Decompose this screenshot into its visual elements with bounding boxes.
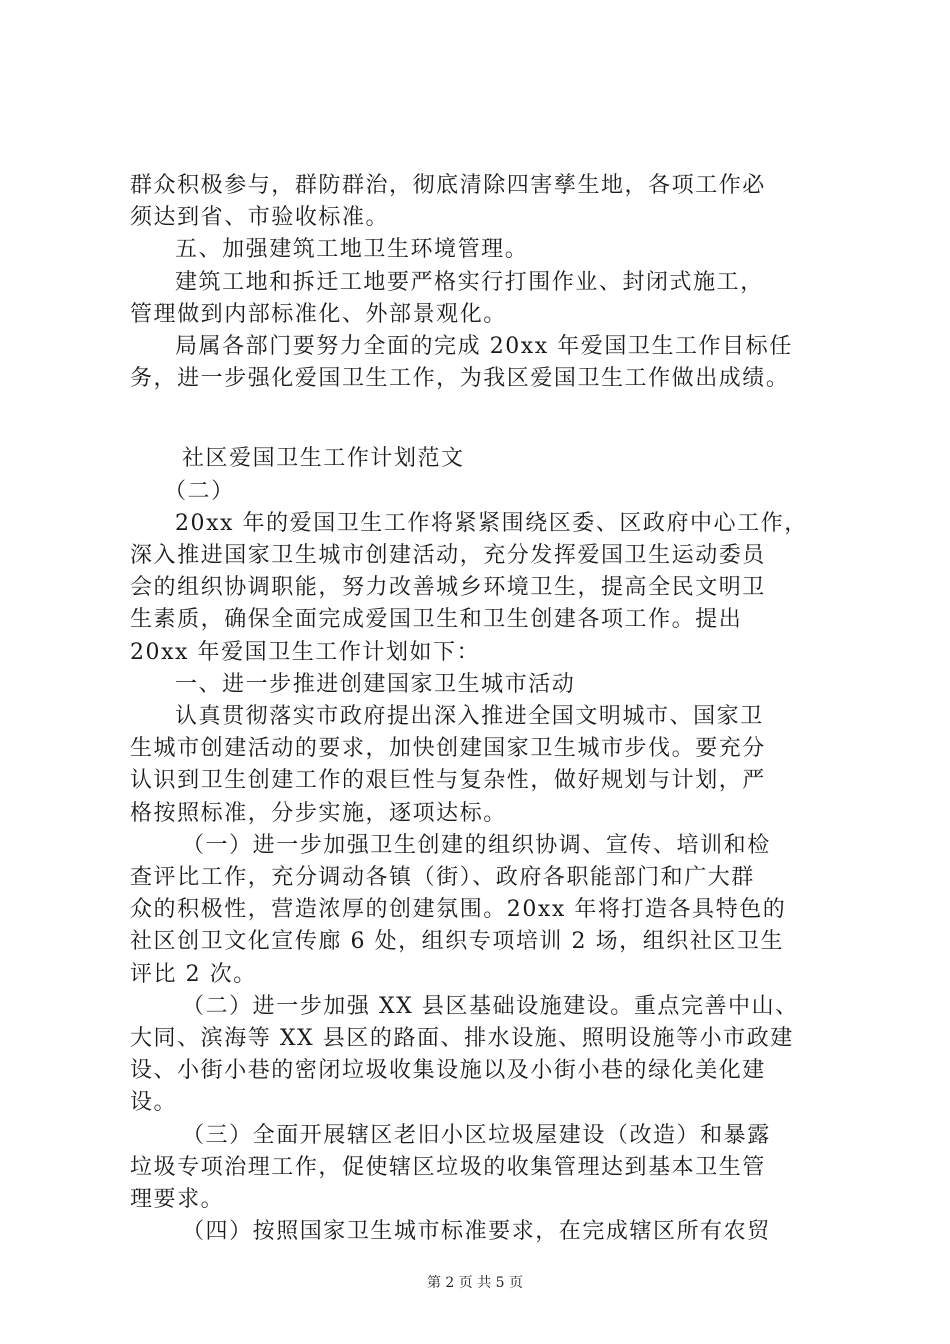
paragraph-line: 理要求。 <box>130 1187 225 1213</box>
paragraph-line: 垃圾专项治理工作，促使辖区垃圾的收集管理达到基本卫生管 <box>130 1154 766 1180</box>
paragraph-line: （一）进一步加强卫生创建的组织协调、宣传、培训和检 <box>182 832 771 858</box>
document-body <box>130 170 835 1249</box>
paragraph-line: 生素质，确保全面完成爱国卫生和卫生创建各项工作。提出 <box>130 607 743 633</box>
paragraph-line: 建筑工地和拆迁工地要严格实行打围作业、封闭式施工， <box>175 269 764 295</box>
paragraph-line: 认真贯彻落实市政府提出深入推进全国文明城市、国家卫 <box>175 704 764 730</box>
paragraph-line: 认识到卫生创建工作的艰巨性与复杂性，做好规划与计划，严 <box>130 768 766 794</box>
paragraph-line: 深入推进国家卫生城市创建活动，充分发挥爱国卫生运动委员 <box>130 543 766 569</box>
section-heading-5: 五、加强建筑工地卫生环境管理。 <box>175 237 529 263</box>
document-subtitle: （二） <box>164 478 235 504</box>
paragraph-line: （四）按照国家卫生城市标准要求，在完成辖区所有农贸 <box>182 1219 771 1245</box>
paragraph-line: （三）全面开展辖区老旧小区垃圾屋建设（改造）和暴露 <box>182 1122 771 1148</box>
paragraph-line: 众的积极性，营造浓厚的创建氛围。20xx 年将打造各具特色的 <box>130 897 787 923</box>
paragraph-line: （二）进一步加强 XX 县区基础设施建设。重点完善中山、 <box>182 993 799 1019</box>
document-title: 社区爱国卫生工作计划范文 <box>182 446 465 472</box>
paragraph-line: 20xx 年的爱国卫生工作将紧紧围绕区委、区政府中心工作， <box>175 510 808 536</box>
page-number-footer: 第 2 页 共 5 页 <box>426 1275 524 1291</box>
paragraph-line: 评比 2 次。 <box>130 961 257 987</box>
paragraph-line: 大同、滨海等 XX 县区的路面、排水设施、照明设施等小市政建 <box>130 1026 794 1052</box>
paragraph-line: 局属各部门要努力全面的完成 20xx 年爱国卫生工作目标任 <box>175 334 793 360</box>
paragraph-line: 管理做到内部标准化、外部景观化。 <box>130 301 507 327</box>
paragraph-line: 20xx 年爱国卫生工作计划如下： <box>130 639 481 665</box>
paragraph-line: 查评比工作，充分调动各镇（街）、政府各职能部门和广大群 <box>130 865 755 891</box>
spacer <box>130 395 835 443</box>
paragraph-line: 须达到省、市验收标准。 <box>130 205 390 231</box>
paragraph-line: 设。 <box>130 1090 178 1116</box>
paragraph-line: 社区创卫文化宣传廊 6 处，组织专项培训 2 场，组织社区卫生 <box>130 929 785 955</box>
paragraph-line: 会的组织协调职能，努力改善城乡环境卫生，提高全民文明卫 <box>130 575 766 601</box>
section-heading-1: 一、进一步推进创建国家卫生城市活动 <box>175 671 576 697</box>
paragraph-line: 设、小街小巷的密闭垃圾收集设施以及小街小巷的绿化美化建 <box>130 1058 766 1084</box>
paragraph-line: 格按照标准，分步实施，逐项达标。 <box>130 800 507 826</box>
paragraph-line: 群众积极参与，群防群治，彻底清除四害孳生地，各项工作必 <box>130 173 766 198</box>
paragraph-line: 生城市创建活动的要求，加快创建国家卫生城市步伐。要充分 <box>130 736 766 762</box>
paragraph-line: 务，进一步强化爱国卫生工作，为我区爱国卫生工作做出成绩。 <box>130 366 790 392</box>
